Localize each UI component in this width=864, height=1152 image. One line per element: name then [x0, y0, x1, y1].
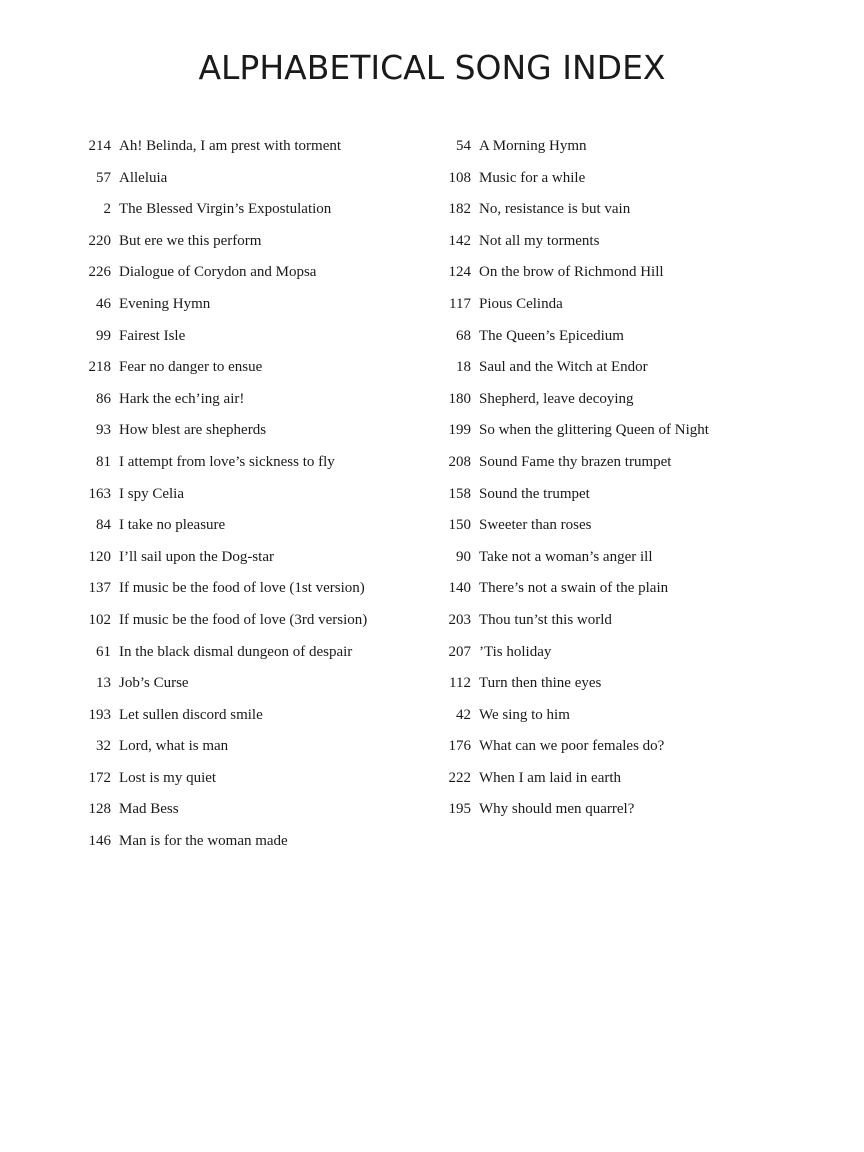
song-title: ’Tis holiday — [479, 643, 552, 660]
song-title: Lord, what is man — [119, 738, 229, 755]
song-title: Pious Celinda — [479, 295, 563, 312]
index-entry — [68, 707, 428, 739]
song-title: Why should men quarrel? — [479, 801, 635, 818]
index-entry — [428, 486, 828, 518]
page-number: 146 — [88, 833, 111, 850]
song-title: So when the glittering Queen of Night — [479, 422, 709, 439]
song-title: A Morning Hymn — [479, 138, 587, 154]
index-entry — [428, 580, 828, 612]
page-number: 86 — [96, 390, 111, 407]
page-number: 112 — [449, 675, 471, 692]
page-number: 158 — [448, 485, 471, 502]
song-title: I take no pleasure — [119, 517, 226, 534]
song-title: When I am laid in earth — [479, 769, 622, 786]
song-title: Job’s Curse — [119, 675, 189, 692]
index-entry — [68, 170, 428, 202]
page-number: 81 — [96, 453, 111, 470]
page-number: 172 — [88, 769, 111, 786]
song-title: In the black dismal dungeon of despair — [119, 643, 353, 660]
song-title: Shepherd, leave decoying — [479, 390, 634, 407]
page-number: 193 — [88, 706, 111, 723]
page-number: 68 — [456, 327, 471, 344]
index-entry — [68, 833, 428, 865]
index-entry — [428, 359, 828, 391]
page-number: 99 — [96, 327, 111, 344]
song-title: How blest are shepherds — [119, 422, 267, 439]
index-entry — [68, 296, 428, 328]
index-entry — [428, 644, 828, 676]
song-title: There’s not a swain of the plain — [479, 580, 669, 597]
index-entry — [68, 138, 428, 170]
page-number: 61 — [96, 643, 111, 660]
page-number: 57 — [96, 169, 111, 186]
page-number: 218 — [88, 359, 111, 376]
song-title: Fairest Isle — [119, 327, 186, 344]
song-title: But ere we this perform — [119, 232, 262, 249]
index-entry — [428, 170, 828, 202]
index-entry — [68, 738, 428, 770]
song-title: Take not a woman’s anger ill — [479, 548, 653, 565]
index-entry — [68, 391, 428, 423]
index-entry — [68, 801, 428, 833]
page-number: 102 — [88, 611, 111, 628]
page-number: 140 — [448, 580, 471, 597]
index-entry — [428, 549, 828, 581]
index-entry — [68, 422, 428, 454]
index-entry — [68, 201, 428, 233]
page-number: 203 — [448, 611, 471, 628]
page-number: 226 — [88, 264, 111, 281]
index-entry — [68, 359, 428, 391]
song-title: Let sullen discord smile — [119, 706, 263, 723]
page-number: 13 — [96, 675, 111, 692]
page-number: 46 — [96, 295, 111, 312]
page-number: 84 — [96, 517, 111, 534]
index-entry — [428, 201, 828, 233]
index-entry — [68, 580, 428, 612]
index-entry — [68, 770, 428, 802]
song-title: Sweeter than roses — [479, 517, 592, 534]
page-number: 2 — [103, 201, 111, 218]
index-entry — [428, 612, 828, 644]
index-entry — [428, 738, 828, 770]
song-title: Sound Fame thy brazen trumpet — [479, 453, 672, 470]
song-title: Music for a while — [479, 169, 586, 186]
index-entry — [68, 454, 428, 486]
song-title: Alleluia — [119, 169, 168, 186]
song-title: We sing to him — [479, 706, 570, 723]
index-entry — [68, 517, 428, 549]
index-entry — [428, 138, 828, 170]
index-entry — [428, 770, 828, 802]
index-entry — [428, 454, 828, 486]
page-number: 222 — [448, 769, 471, 786]
song-title: If music be the food of love (1st version) — [119, 580, 365, 597]
song-title: Turn then thine eyes — [479, 675, 602, 692]
song-title: Not all my torments — [479, 232, 600, 249]
page-number: 214 — [88, 138, 111, 154]
song-title: Fear no danger to ensue — [119, 359, 263, 376]
page-number: 120 — [88, 548, 111, 565]
index-entry — [68, 233, 428, 265]
page-number: 180 — [448, 390, 471, 407]
song-title: The Queen’s Epicedium — [479, 327, 624, 344]
song-title: Evening Hymn — [119, 295, 211, 312]
page-number: 176 — [448, 738, 471, 755]
song-title: Hark the ech’ing air! — [119, 390, 245, 407]
page-number: 163 — [88, 485, 111, 502]
song-title: Saul and the Witch at Endor — [479, 359, 648, 376]
song-title: I spy Celia — [119, 485, 184, 502]
index-entry — [68, 264, 428, 296]
page-number: 182 — [448, 201, 471, 218]
song-title: On the brow of Richmond Hill — [479, 264, 664, 281]
index-entry — [428, 233, 828, 265]
index-entry — [68, 644, 428, 676]
index-column-right — [428, 138, 828, 833]
song-title: If music be the food of love (3rd version) — [119, 611, 368, 628]
song-title: Thou tun’st this world — [479, 611, 612, 628]
page-number: 150 — [448, 517, 471, 534]
page-number: 93 — [96, 422, 111, 439]
index-entry — [428, 422, 828, 454]
page-number: 137 — [88, 580, 111, 597]
index-entry — [428, 675, 828, 707]
song-title: No, resistance is but vain — [479, 201, 631, 218]
page-number: 117 — [449, 295, 471, 312]
page-number: 18 — [456, 359, 471, 376]
page-number: 199 — [448, 422, 471, 439]
index-entry — [428, 517, 828, 549]
index-entry — [68, 675, 428, 707]
page-number: 108 — [448, 169, 471, 186]
page-number: 220 — [88, 232, 111, 249]
song-title: Man is for the woman made — [119, 833, 288, 850]
index-entry — [68, 549, 428, 581]
song-title: I attempt from love’s sickness to fly — [119, 453, 335, 470]
page-title: ALPHABETICAL SONG INDEX — [198, 48, 666, 87]
index-entry — [428, 707, 828, 739]
song-title: The Blessed Virgin’s Expostulation — [119, 201, 332, 218]
index-entry — [68, 486, 428, 518]
song-title: Sound the trumpet — [479, 485, 590, 502]
index-entry — [68, 328, 428, 360]
index-entry — [428, 391, 828, 423]
song-title: What can we poor females do? — [479, 738, 665, 755]
index-entry — [428, 264, 828, 296]
song-title: Dialogue of Corydon and Mopsa — [119, 264, 317, 281]
page-number: 42 — [456, 706, 471, 723]
page-number: 207 — [448, 643, 471, 660]
page-number: 90 — [456, 548, 471, 565]
index-column-left — [68, 138, 428, 865]
song-title: Lost is my quiet — [119, 769, 217, 786]
index-entry — [428, 328, 828, 360]
page-number: 195 — [448, 801, 471, 818]
index-entry — [428, 801, 828, 833]
song-title: Ah! Belinda, I am prest with torment — [119, 138, 342, 154]
page-number: 124 — [448, 264, 471, 281]
index-entry — [68, 612, 428, 644]
page-number: 54 — [456, 138, 471, 154]
page-number: 142 — [448, 232, 471, 249]
song-title: I’ll sail upon the Dog-star — [119, 548, 274, 565]
page-number: 208 — [448, 453, 471, 470]
index-entry — [428, 296, 828, 328]
page-number: 128 — [88, 801, 111, 818]
page-number: 32 — [96, 738, 111, 755]
song-title: Mad Bess — [119, 801, 179, 818]
